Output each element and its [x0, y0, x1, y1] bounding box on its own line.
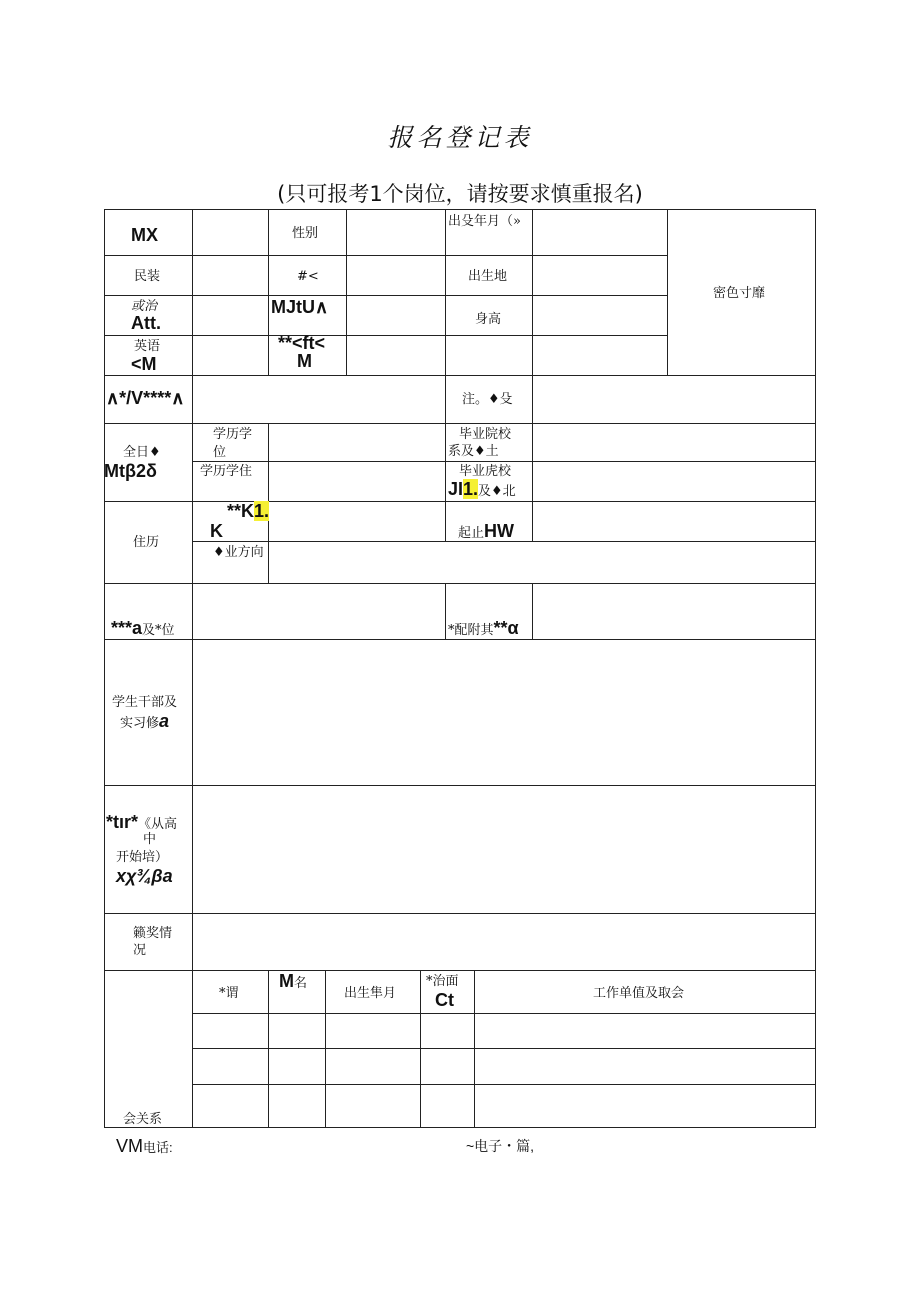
- label-education-history-2: 中: [143, 832, 157, 847]
- label-fulltime-2: Mtβ2δ: [104, 461, 157, 481]
- label-adjust-b: **α: [493, 618, 519, 638]
- footer-phone-b: 电话:: [143, 1140, 173, 1155]
- label-education-history-4: xχ¾βa: [116, 866, 173, 886]
- label-computer: **<ft<: [278, 333, 326, 353]
- label-work-unit-2: K: [210, 521, 223, 541]
- label-applied-position: [111, 618, 175, 639]
- label-adjust: [448, 618, 519, 639]
- footer-phone: [116, 1136, 173, 1157]
- label-birthplace: 出生地: [468, 269, 508, 284]
- label-adjust-a: *配附其: [448, 623, 494, 638]
- label-work-start: MJtU∧: [271, 297, 329, 317]
- family-header-work-unit: 工作单值及取会: [593, 986, 685, 1001]
- label-english-level: <M: [131, 354, 157, 374]
- label-student-cadre: 学生干部及: [112, 695, 178, 710]
- label-school-a: 毕业院校: [459, 427, 512, 442]
- footer-email: ~电子・篇,: [466, 1138, 535, 1154]
- label-start-end-b: HW: [484, 521, 515, 541]
- label-awards-2: 况: [133, 943, 147, 958]
- family-header-name: [279, 971, 307, 992]
- label-height: 身高: [475, 312, 502, 327]
- label-resume: 住历: [133, 535, 160, 550]
- label-edu-b: 《从高: [138, 817, 178, 832]
- label-political-status-2: Att.: [131, 313, 161, 333]
- label-gender: 性别: [292, 226, 319, 241]
- footer-phone-a: VM: [116, 1136, 143, 1156]
- label-work-unit-b: 1.: [254, 501, 270, 521]
- page-subtitle: (只可报考1个岗位，请按要求慎重报名): [277, 182, 643, 206]
- family-header-name-b: 名: [294, 976, 308, 991]
- label-awards: 籁奖情: [133, 926, 173, 941]
- label-school-b-2: [448, 479, 516, 500]
- label-id-number: ∧*/V****∧: [106, 388, 185, 408]
- family-header-name-a: M: [279, 971, 294, 991]
- label-edu-a: *tır*: [106, 812, 139, 832]
- label-birth-date: 出殳年月（»: [448, 214, 521, 229]
- label-major-direction: ♦业方向: [213, 545, 264, 560]
- label-education-history: [106, 812, 177, 833]
- label-work-unit: [227, 501, 269, 522]
- label-degree-a-2: 位: [213, 445, 227, 460]
- label-student-cadre-2: [120, 711, 169, 732]
- label-ethnicity: 民装: [134, 269, 161, 284]
- label-cadre-a: 实习修: [120, 716, 160, 731]
- label-name: MX: [131, 225, 158, 245]
- label-school-b-2b: 1.: [463, 479, 479, 499]
- label-school-b-2c: 及♦北: [478, 484, 516, 499]
- label-family-relations: 会关系: [123, 1112, 163, 1127]
- label-applied-b: 及*位: [142, 623, 175, 638]
- label-school-a-2: 系及♦土: [448, 444, 499, 459]
- label-political-status: 或治: [131, 299, 158, 314]
- family-header-birth: 出生隼月: [344, 986, 397, 1001]
- label-photo: 密色寸靡: [713, 286, 766, 301]
- label-school-b: 毕业虎校: [459, 464, 512, 479]
- label-start-end-a: 起止: [458, 526, 485, 541]
- label-school-b-2a: JI: [448, 479, 464, 499]
- label-english: 英语: [134, 339, 161, 354]
- label-marital: 注。♦殳: [462, 392, 513, 407]
- label-native-place: #<: [297, 269, 319, 284]
- page-title: 报名登记表: [387, 123, 533, 152]
- label-degree-a: 学历学: [213, 427, 253, 442]
- family-header-political: *治面: [426, 974, 459, 989]
- label-computer-level: M: [297, 351, 312, 371]
- label-applied-a: ***a: [111, 618, 143, 638]
- label-start-end: [458, 521, 514, 542]
- label-degree-b: 学历学住: [200, 464, 253, 479]
- label-work-unit-a: **K: [227, 501, 255, 521]
- label-fulltime: 全日♦: [123, 445, 161, 460]
- label-education-history-3: 开始培）: [116, 850, 169, 865]
- family-header-political-2: Ct: [435, 990, 454, 1010]
- label-cadre-b: a: [159, 711, 170, 731]
- family-header-relation: *谓: [219, 986, 239, 1001]
